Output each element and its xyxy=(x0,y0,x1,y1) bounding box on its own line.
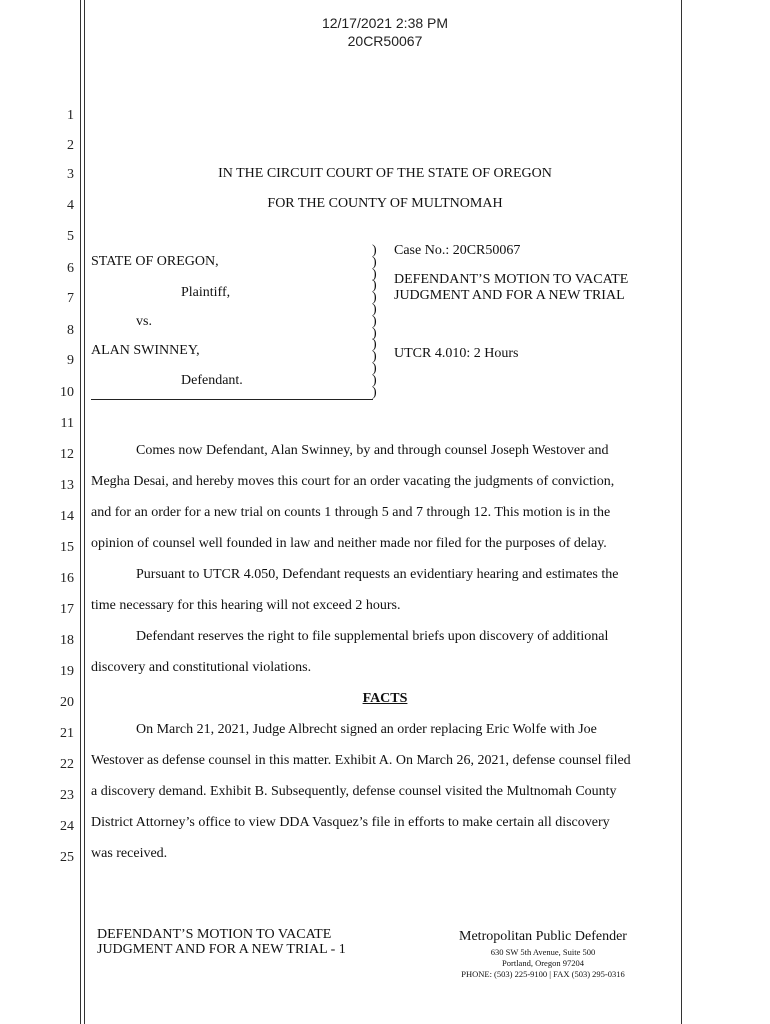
facts-heading: FACTS xyxy=(362,691,408,706)
body-line-14: and for an order for a new trial on counts 1 through 5 and 7 through 12. This motion is in the xyxy=(91,505,611,520)
caption-paren: ) xyxy=(372,337,377,353)
firm-phone-fax: PHONE: (503) 225-9100 | FAX (503) 295-0316 xyxy=(461,969,625,979)
line-number: 23 xyxy=(60,788,74,803)
line-number: 5 xyxy=(67,229,74,244)
footer-firm-block xyxy=(428,929,658,980)
line-number: 20 xyxy=(60,695,74,710)
line-number: 11 xyxy=(60,416,74,431)
caption-underline xyxy=(91,399,373,400)
line-number: 2 xyxy=(67,138,74,153)
firm-name: Metropolitan Public Defender xyxy=(459,929,627,944)
caption-paren: ) xyxy=(372,278,377,294)
firm-address-2: Portland, Oregon 97204 xyxy=(502,958,584,968)
caption-defendant-name: ALAN SWINNEY, xyxy=(91,343,200,358)
caption-paren: ) xyxy=(372,325,377,341)
footer-title-line1: DEFENDANT’S MOTION TO VACATE xyxy=(97,927,332,942)
line-number: 13 xyxy=(60,478,74,493)
body-line-13: Megha Desai, and hereby moves this court for an order vacating the judgments of conviction, xyxy=(91,474,615,489)
caption-paren: ) xyxy=(372,266,377,282)
caption-paren: ) xyxy=(372,290,377,306)
filing-stamp-datetime: 12/17/2021 2:38 PM xyxy=(321,15,449,31)
line-number: 4 xyxy=(67,198,74,213)
line-number: 7 xyxy=(67,291,74,306)
body-line-17: time necessary for this hearing will not exceed 2 hours. xyxy=(91,598,401,613)
line-number: 24 xyxy=(60,819,74,834)
line-number: 22 xyxy=(60,757,74,772)
line-number: 9 xyxy=(67,353,74,368)
motion-title-line2: JUDGMENT AND FOR A NEW TRIAL xyxy=(394,288,625,303)
line-number: 25 xyxy=(60,850,74,865)
right-margin-rule xyxy=(681,0,682,1024)
caption-state: STATE OF OREGON, xyxy=(91,254,219,269)
body-line-25: was received. xyxy=(91,846,168,861)
county-heading: FOR THE COUNTY OF MULTNOMAH xyxy=(267,196,503,211)
caption-paren: ) xyxy=(372,361,377,376)
caption-paren: ) xyxy=(372,302,377,317)
body-line-12: Comes now Defendant, Alan Swinney, by and through counsel Joseph Westover and xyxy=(136,443,609,458)
line-number: 8 xyxy=(67,323,74,338)
court-heading: IN THE CIRCUIT COURT OF THE STATE OF OREGON xyxy=(218,166,552,181)
caption-paren: ) xyxy=(372,254,377,270)
line-number: 14 xyxy=(60,509,74,524)
footer-title xyxy=(97,927,346,957)
body-line-16: Pursuant to UTCR 4.050, Defendant requests an evidentiary hearing and estimates the xyxy=(136,567,619,582)
body-line-15: opinion of counsel well founded in law and neither made nor filed for the purposes of delay. xyxy=(91,536,607,551)
line-number: 17 xyxy=(60,602,74,617)
line-number: 16 xyxy=(60,571,74,586)
body-line-21: On March 21, 2021, Judge Albrecht signed an order replacing Eric Wolfe with Joe xyxy=(136,722,597,737)
line-number: 12 xyxy=(60,447,74,462)
left-margin-rule-inner xyxy=(84,0,85,1024)
line-number: 19 xyxy=(60,664,74,679)
caption-vs: vs. xyxy=(136,314,152,329)
body-line-19: discovery and constitutional violations. xyxy=(91,660,312,675)
footer-title-line2: JUDGMENT AND FOR A NEW TRIAL - 1 xyxy=(97,942,346,957)
firm-address-1: 630 SW 5th Avenue, Suite 500 xyxy=(490,947,596,957)
caption-paren: ) xyxy=(372,372,377,388)
caption-paren: ) xyxy=(372,243,377,258)
body-line-23: a discovery demand. Exhibit B. Subsequently, defense counsel visited the Multnomah County xyxy=(91,784,617,799)
line-number: 18 xyxy=(60,633,74,648)
line-number: 3 xyxy=(67,167,74,182)
line-number: 10 xyxy=(60,385,74,400)
caption-paren: ) xyxy=(372,313,377,329)
line-number: 1 xyxy=(67,108,74,123)
caption-defendant: Defendant. xyxy=(181,373,243,388)
body-line-22: Westover as defense counsel in this matter. Exhibit A. On March 26, 2021, defense counsel filed xyxy=(91,753,631,768)
caption-paren: ) xyxy=(372,349,377,365)
line-number: 15 xyxy=(60,540,74,555)
utcr-time: UTCR 4.010: 2 Hours xyxy=(394,346,519,361)
motion-title-line1: DEFENDANT’S MOTION TO VACATE xyxy=(394,272,629,287)
left-margin-rule xyxy=(80,0,81,1024)
line-number: 6 xyxy=(67,261,74,276)
filing-stamp-case: 20CR50067 xyxy=(347,33,423,49)
body-line-24: District Attorney’s office to view DDA Vasquez’s file in efforts to make certain all discovery xyxy=(91,815,610,830)
caption-paren: ) xyxy=(372,384,377,400)
line-number: 21 xyxy=(60,726,74,741)
body-line-18: Defendant reserves the right to file supplemental briefs upon discovery of additional xyxy=(136,629,609,644)
case-number: Case No.: 20CR50067 xyxy=(394,243,521,258)
caption-plaintiff: Plaintiff, xyxy=(181,285,231,300)
